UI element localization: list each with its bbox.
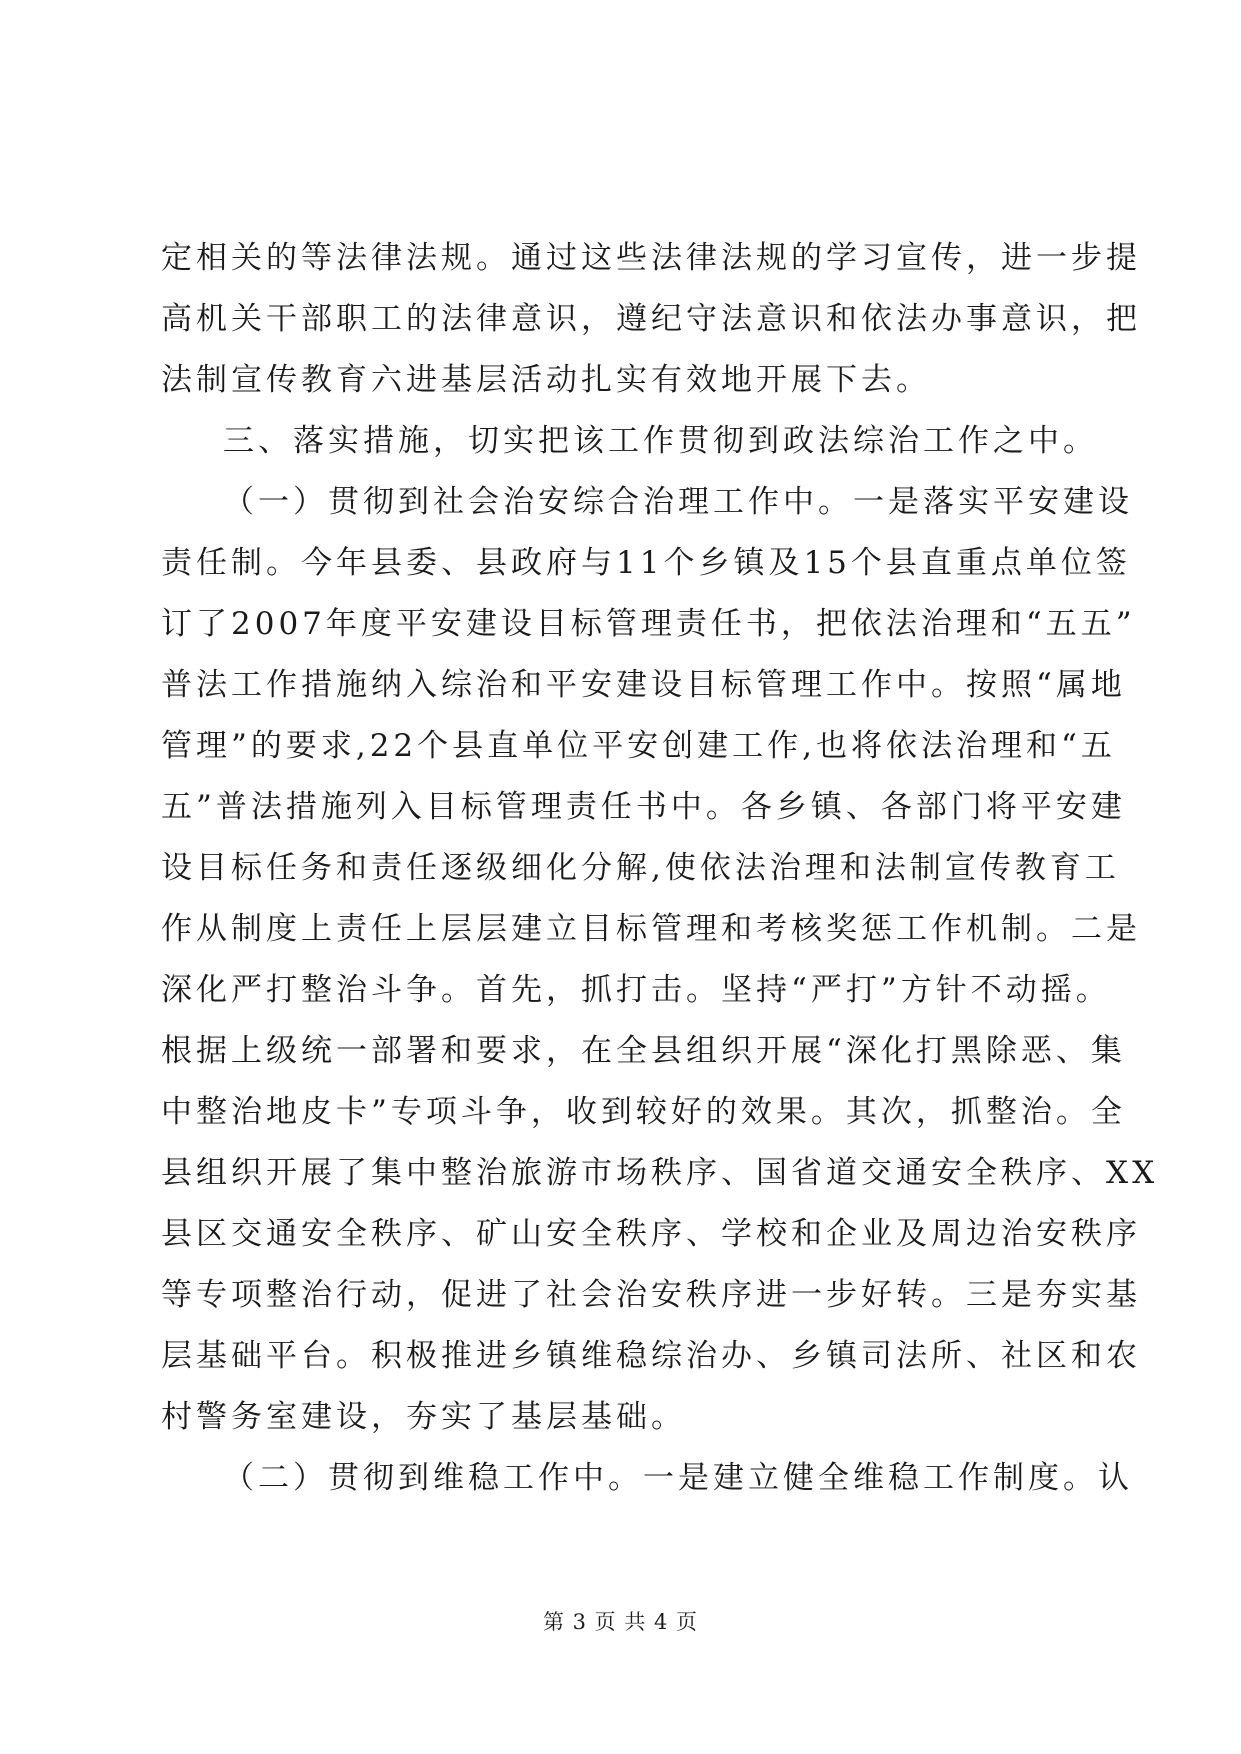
text-line: 普法工作措施纳入综治和平安建设目标管理工作中。按照“属地	[161, 667, 1126, 703]
text-line: 法制宣传教育六进基层活动扎实有效地开展下去。	[161, 362, 931, 398]
text-line: 作从制度上责任上层层建立目标管理和考核奖惩工作机制。二是	[161, 911, 1141, 947]
text-line: 设目标任务和责任逐级细化分解,使依法治理和法制宣传教育工	[161, 850, 1120, 886]
text-line: 深化严打整治斗争。首先，抓打击。坚持“严打”方针不动摇。	[161, 972, 1111, 1008]
text-line: 根据上级统一部署和要求，在全县组织开展“深化打黑除恶、集	[161, 1033, 1126, 1069]
text-line: 管理”的要求,22个县直单位平安创建工作,也将依法治理和“五	[161, 728, 1116, 764]
text-line: 等专项整治行动，促进了社会治安秩序进一步好转。三是夯实基	[161, 1277, 1141, 1313]
text-line: 县区交通安全秩序、矿山安全秩序、学校和企业及周边治安秩序	[161, 1216, 1141, 1252]
text-line: 中整治地皮卡”专项斗争，收到较好的效果。其次，抓整治。全	[161, 1094, 1126, 1130]
text-line: （二）贯彻到维稳工作中。一是建立健全维稳工作制度。认	[223, 1460, 1133, 1496]
text-line: 县组织开展了集中整治旅游市场秩序、国省道交通安全秩序、XX	[161, 1155, 1159, 1191]
text-line: 层基础平台。积极推进乡镇维稳综治办、乡镇司法所、社区和农	[161, 1338, 1141, 1374]
text-line: 五”普法措施列入目标管理责任书中。各乡镇、各部门将平安建	[161, 789, 1126, 825]
text-line: 村警务室建设，夯实了基层基础。	[161, 1399, 686, 1435]
section-heading: 三、落实措施，切实把该工作贯彻到政法综治工作之中。	[223, 423, 1098, 459]
text-line: （一）贯彻到社会治安综合治理工作中。一是落实平安建设	[223, 484, 1133, 520]
text-line: 定相关的等法律法规。通过这些法律法规的学习宣传，进一步提	[161, 240, 1141, 276]
page-footer: 第 3 页 共 4 页	[542, 1610, 699, 1634]
text-line: 订了2007年度平安建设目标管理责任书，把依法治理和“五五”	[161, 606, 1136, 642]
text-line: 责任制。今年县委、县政府与11个乡镇及15个县直重点单位签	[161, 545, 1131, 581]
text-line: 高机关干部职工的法律意识，遵纪守法意识和依法办事意识，把	[161, 301, 1141, 337]
